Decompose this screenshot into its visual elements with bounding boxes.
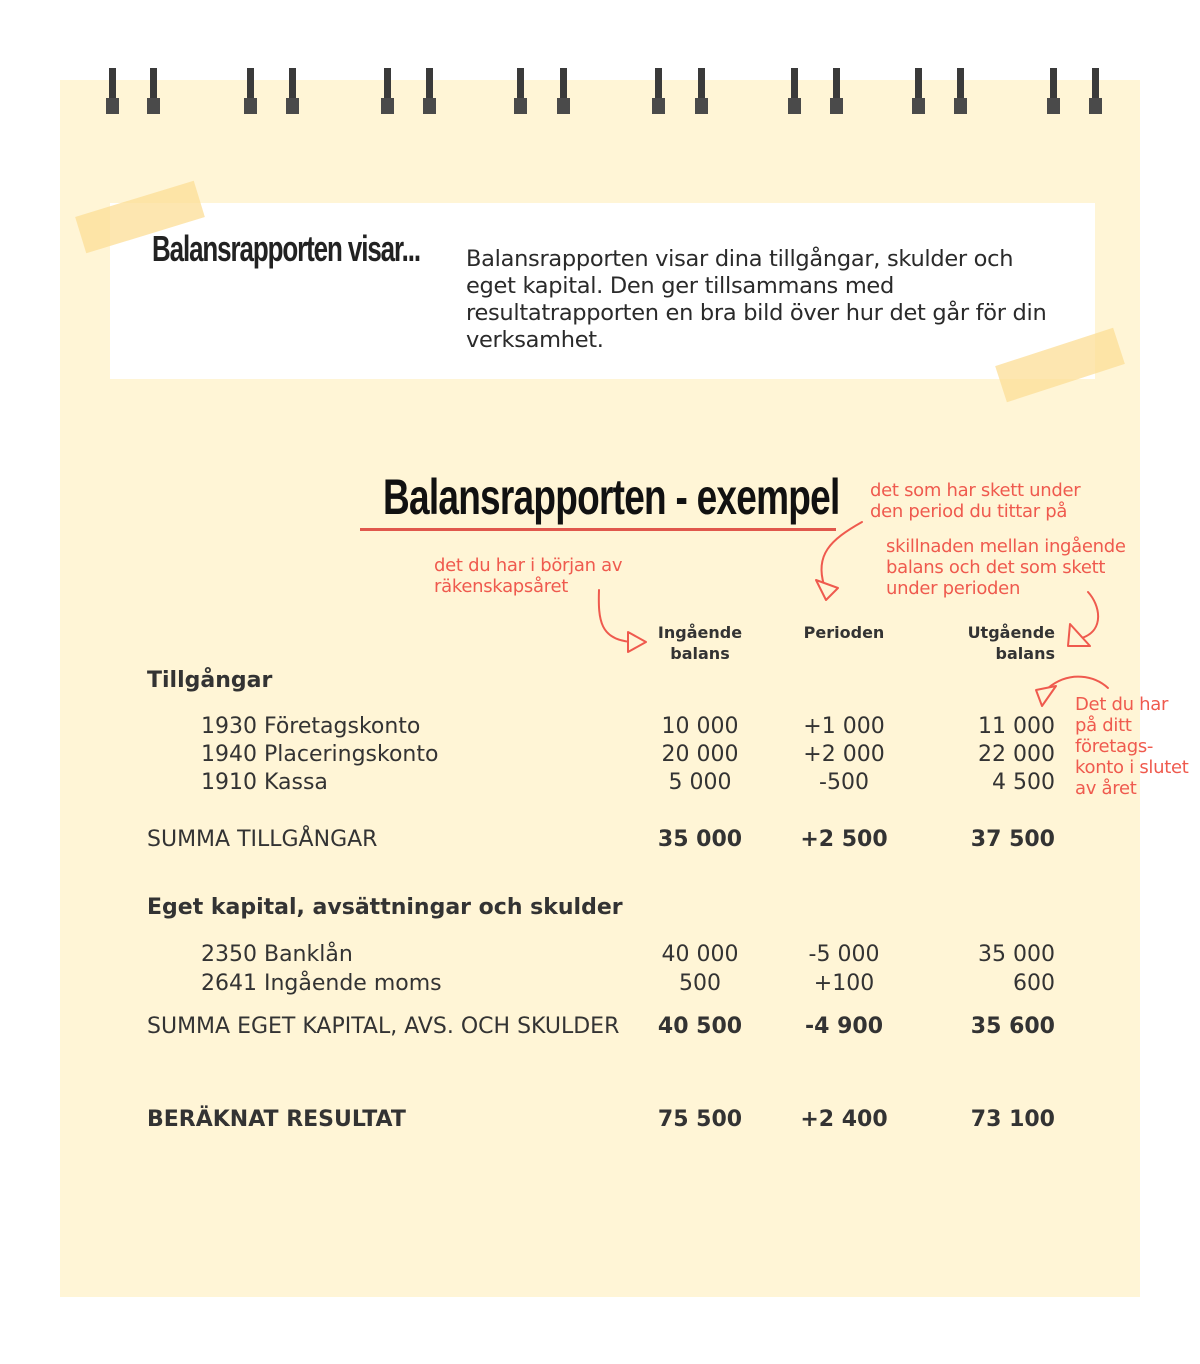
row-label: SUMMA EGET KAPITAL, AVS. OCH SKULDER (147, 1014, 620, 1039)
annotation-period: det som har skett under den period du tittar på (870, 480, 1081, 522)
row-label: 1930 Företagskonto (201, 714, 421, 739)
annotation-start: det du har i början av räkenskapsåret (434, 555, 623, 597)
row-label: SUMMA TILLGÅNGAR (147, 827, 378, 852)
row-closing: 35 000 (978, 942, 1055, 967)
row-closing: 600 (1013, 971, 1055, 996)
table-row (0, 714, 1200, 744)
arrowhead-icon (1036, 686, 1056, 706)
row-period: +2 500 (800, 827, 888, 852)
row-closing: 73 100 (970, 1107, 1055, 1132)
table-row (0, 942, 1200, 972)
column-header-opening: Ingående balans (657, 623, 743, 663)
table-row (0, 770, 1200, 800)
intro-text: Balansrapporten visar dina tillgångar, skulder och eget kapital. Den ger tillsammans med resultatrapporten en bra bild över hur det går för din verksamhet. (466, 246, 1047, 353)
row-period: +100 (813, 971, 875, 996)
arrow-end-icon (1048, 677, 1108, 688)
row-opening: 10 000 (661, 714, 739, 739)
row-opening: 75 500 (657, 1107, 743, 1132)
row-period: -500 (819, 770, 869, 795)
row-label: 2641 Ingående moms (201, 971, 442, 996)
row-label: BERÄKNAT RESULTAT (147, 1107, 406, 1132)
row-closing: 11 000 (978, 714, 1055, 739)
row-label: 2350 Banklån (201, 942, 353, 967)
total-row-liabilities (0, 1014, 1200, 1044)
total-row-assets (0, 827, 1200, 857)
section-heading-liabilities: Eget kapital, avsättningar och skulder (147, 895, 623, 920)
row-opening: 5 000 (668, 770, 732, 795)
table-row (0, 742, 1200, 772)
arrow-difference-icon (1082, 592, 1098, 638)
row-opening: 500 (679, 971, 721, 996)
row-period: +1 000 (803, 714, 885, 739)
row-closing: 37 500 (970, 827, 1055, 852)
row-closing: 35 600 (970, 1014, 1055, 1039)
row-opening: 20 000 (661, 742, 739, 767)
column-header-closing: Utgående balans (967, 623, 1055, 663)
row-closing: 4 500 (992, 770, 1055, 795)
row-period: -4 900 (804, 1014, 884, 1039)
row-closing: 22 000 (978, 742, 1055, 767)
row-opening: 40 500 (657, 1014, 743, 1039)
row-period: +2 400 (800, 1107, 888, 1132)
annotation-difference: skillnaden mellan ingående balans och det som skett under perioden (886, 536, 1126, 599)
table-row (0, 971, 1200, 1001)
annotation-end: Det du har på ditt företags- konto i slutet av året (1075, 694, 1189, 799)
row-opening: 35 000 (657, 827, 743, 852)
result-row (0, 1107, 1200, 1137)
intro-heading: Balansrapporten visar... (152, 228, 420, 269)
row-label: 1940 Placeringskonto (201, 742, 439, 767)
column-header-period: Perioden (803, 623, 885, 642)
page-title: Balansrapporten - exempel (383, 469, 840, 525)
section-heading-assets: Tillgångar (147, 668, 273, 693)
arrowhead-icon (816, 580, 838, 600)
row-period: +2 000 (803, 742, 885, 767)
arrow-period-icon (821, 522, 862, 585)
row-label: 1910 Kassa (201, 770, 328, 795)
row-opening: 40 000 (661, 942, 739, 967)
row-period: -5 000 (808, 942, 880, 967)
